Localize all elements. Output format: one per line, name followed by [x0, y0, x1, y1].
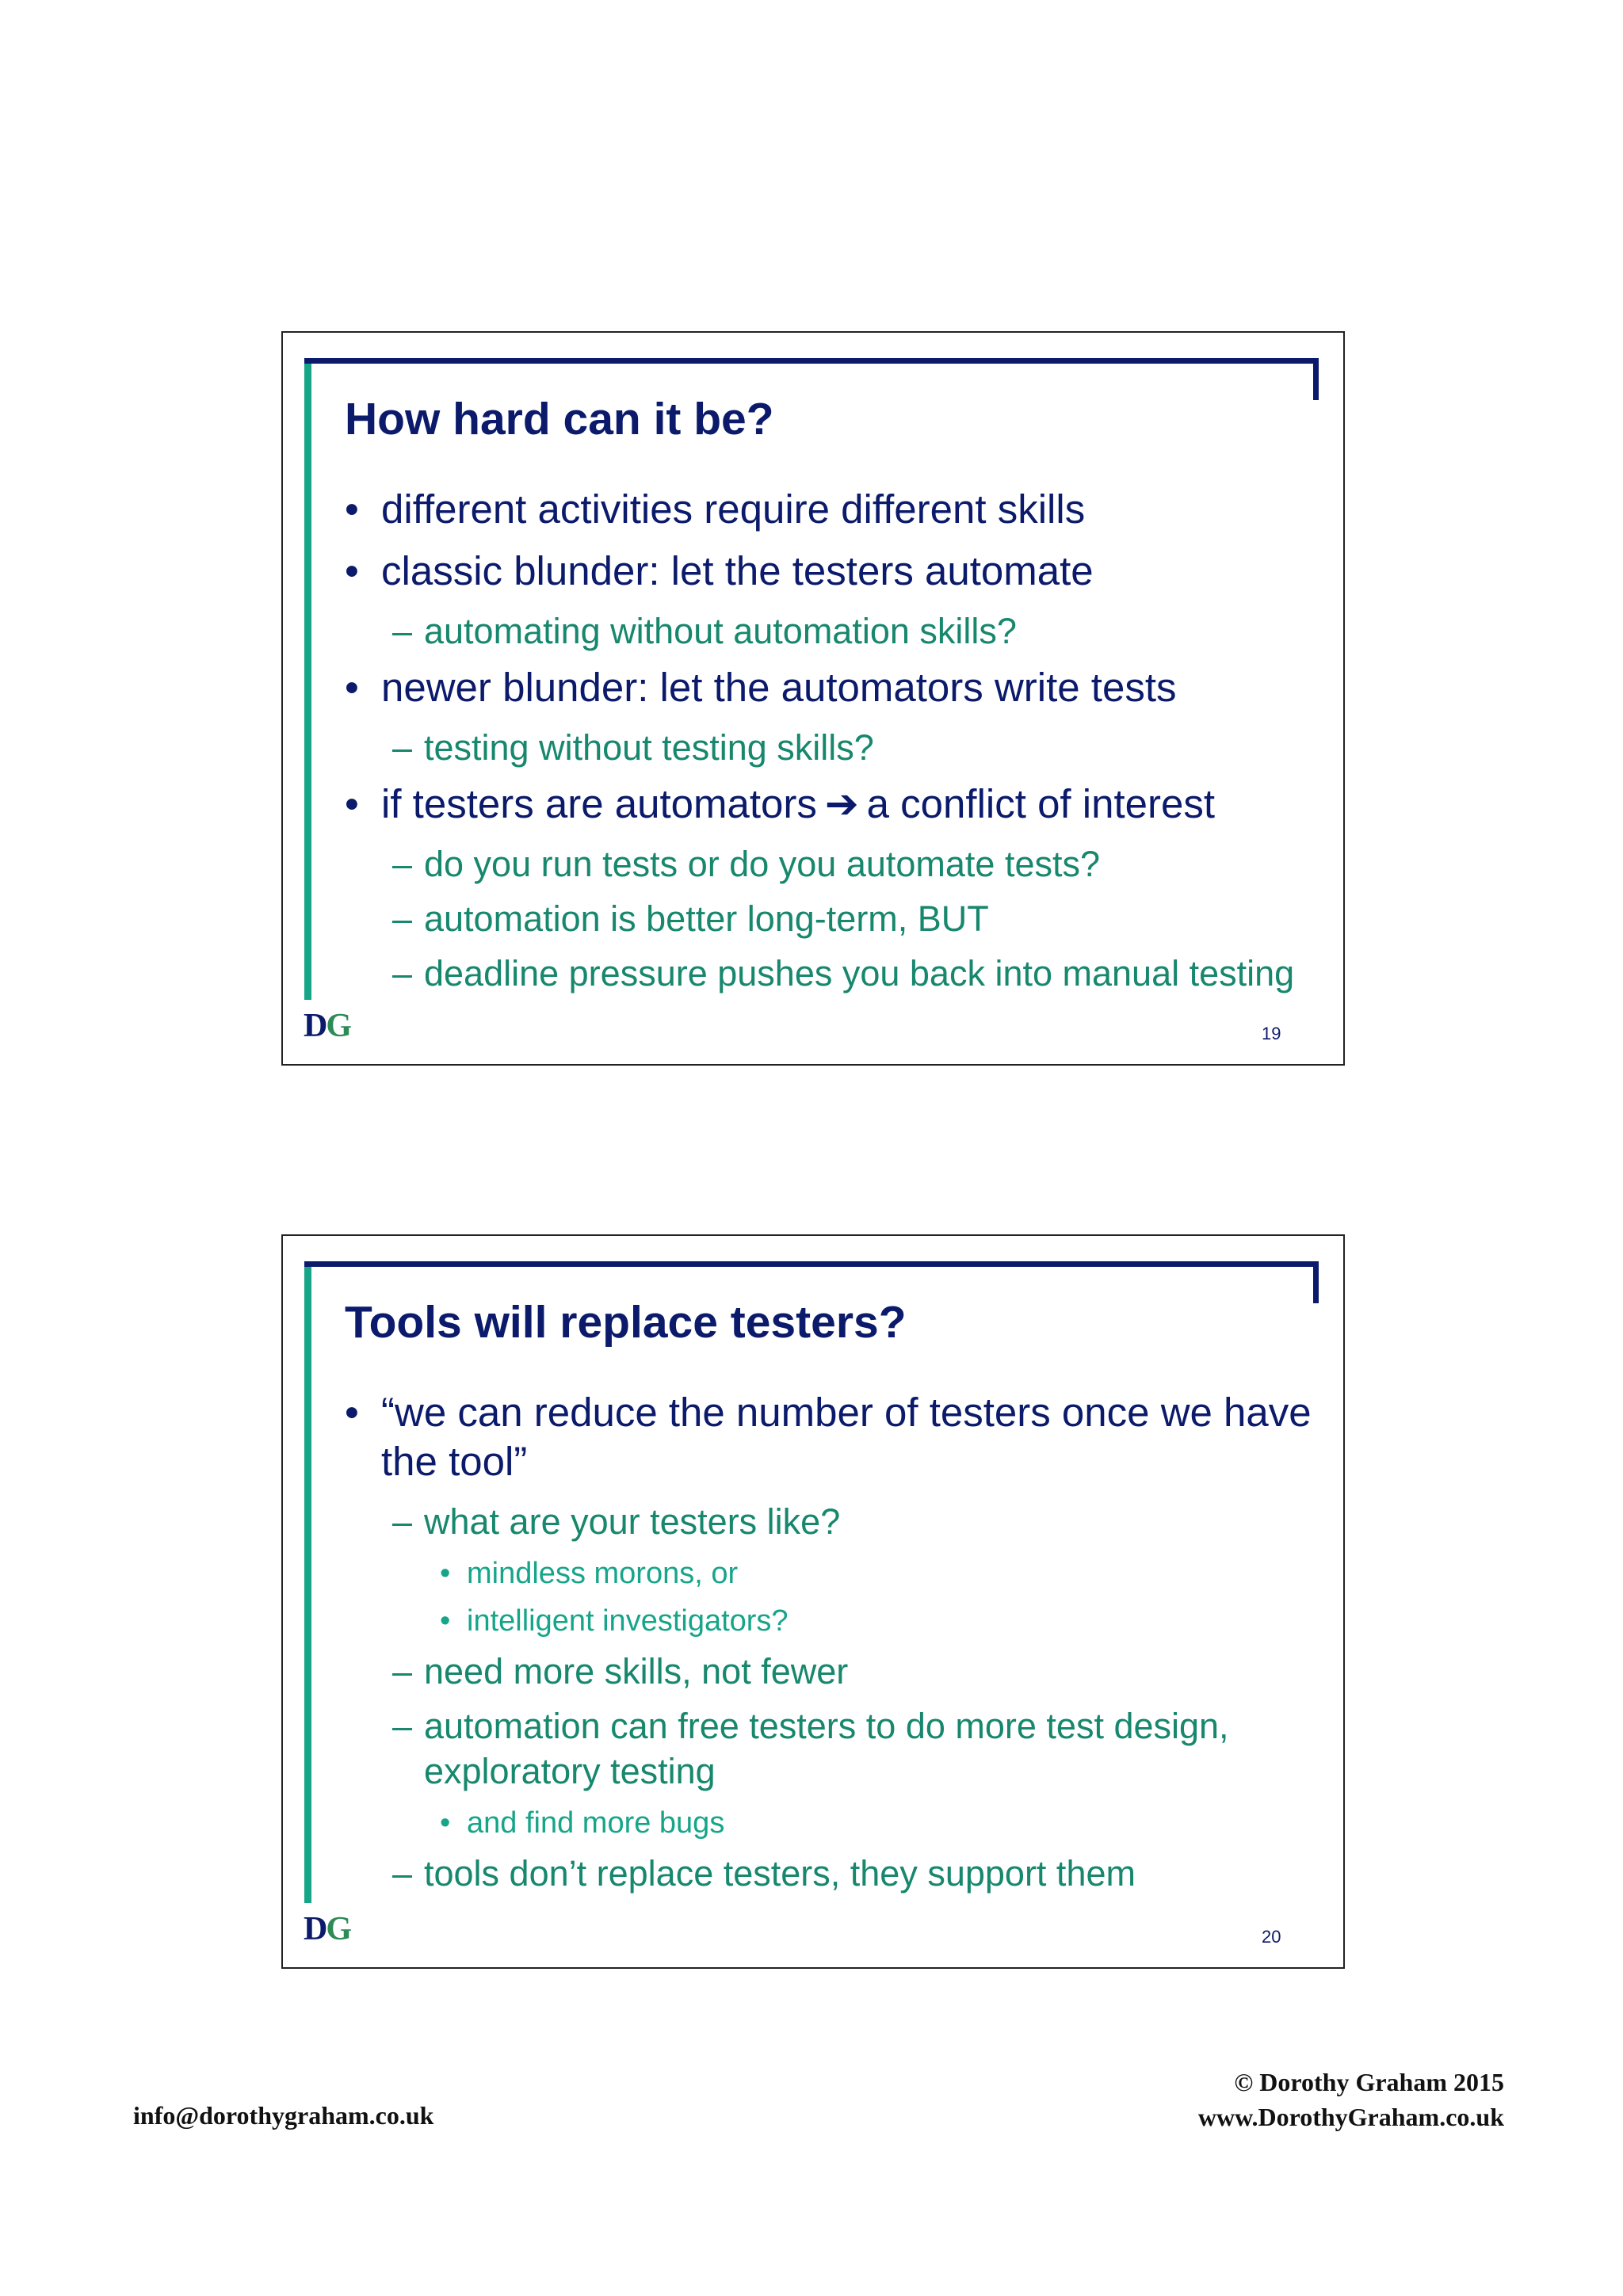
sub-bullet: – automation can free testers to do more test design, exploratory testing [392, 1703, 1319, 1794]
slide-19 [281, 331, 1345, 1066]
accent-rule-top [304, 1261, 1319, 1267]
sub-bullet: – automation is better long-term, BUT [392, 896, 1319, 941]
sub-bullet: – what are your testers like? [392, 1499, 1319, 1544]
accent-rule-right [1313, 1261, 1319, 1303]
dg-logo: DG [304, 1008, 351, 1044]
slide-title: How hard can it be? [345, 394, 774, 444]
sub-bullet: – automating without automation skills? [392, 608, 1319, 654]
slide-content [345, 1388, 1319, 1905]
bullet-text: if testers are automators [381, 781, 817, 826]
bullet [345, 780, 1319, 829]
footer-credits [1198, 2065, 1504, 2134]
footer-email: info@dorothygraham.co.uk [133, 2101, 434, 2130]
footer-website: www.DorothyGraham.co.uk [1197, 2103, 1504, 2131]
footer-copyright: © Dorothy Graham 2015 [1234, 2068, 1504, 2096]
sub-bullet: – need more skills, not fewer [392, 1649, 1319, 1694]
dg-logo: DG [304, 1911, 351, 1947]
sub-bullet: – testing without testing skills? [392, 725, 1319, 770]
accent-rule-left [304, 358, 311, 1000]
bullet: • different activities require different skills [345, 485, 1319, 534]
sub-bullet: – deadline pressure pushes you back into manual testing [392, 951, 1319, 996]
sub-bullet: – do you run tests or do you automate tests? [392, 841, 1319, 887]
bullet: • newer blunder: let the automators write tests [345, 663, 1319, 712]
page-number: 19 [1262, 1024, 1281, 1043]
page-number: 20 [1262, 1927, 1281, 1947]
sub-sub-bullet: • mindless morons, or [440, 1554, 1319, 1593]
bullet: • “we can reduce the number of testers once we have the tool” [345, 1388, 1319, 1486]
accent-rule-top [304, 358, 1319, 364]
arrow-right-icon: ➔ [824, 781, 859, 826]
bullet-text: a conflict of interest [866, 781, 1216, 826]
slide-20 [281, 1234, 1345, 1969]
slide-title: Tools will replace testers? [345, 1297, 907, 1348]
slide-content [345, 485, 1319, 1005]
accent-rule-left [304, 1261, 311, 1903]
sub-bullet: – tools don’t replace testers, they support them [392, 1851, 1319, 1896]
bullet: • classic blunder: let the testers automate [345, 547, 1319, 596]
accent-rule-right [1313, 358, 1319, 400]
sub-sub-bullet: • intelligent investigators? [440, 1601, 1319, 1641]
sub-sub-bullet: • and find more bugs [440, 1803, 1319, 1843]
